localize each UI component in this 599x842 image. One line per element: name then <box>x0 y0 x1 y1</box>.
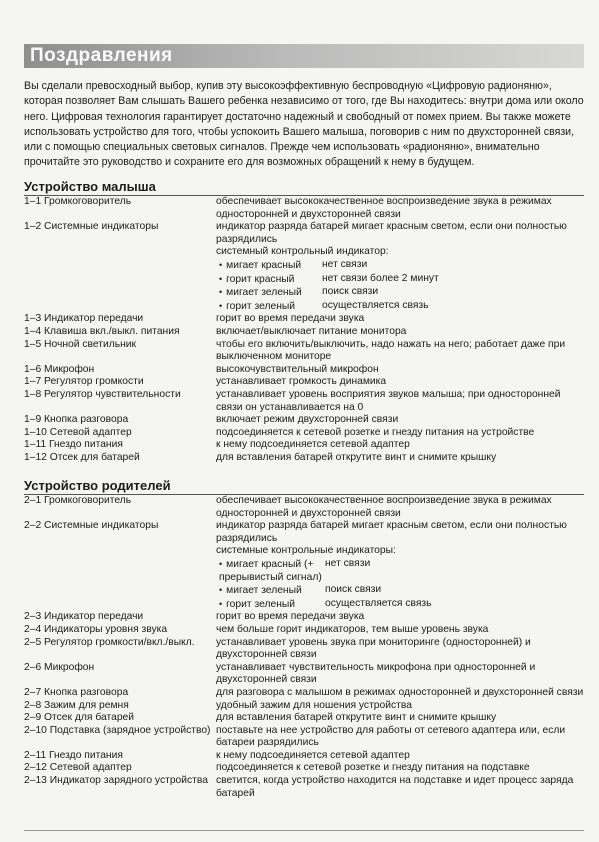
list-item <box>24 439 584 452</box>
list-item <box>24 326 584 339</box>
bottom-divider <box>24 830 584 831</box>
list-item <box>24 427 584 440</box>
item-description-text: устанавливает чувствительность микрофона при односторонней и двухсторонней связи <box>216 661 536 686</box>
item-description <box>216 389 584 414</box>
item-label: 1–8 Регулятор чувствительности <box>24 388 181 400</box>
indicator-state: • мигает красный (+ прерывистый сигнал) <box>219 558 325 584</box>
item-label: 2–2 Системные индикаторы <box>24 520 159 532</box>
indicator-row <box>219 273 584 287</box>
item-description <box>216 495 584 520</box>
item-description-text: удобный зажим для ношения устройства <box>216 699 412 711</box>
item-label: 1–7 Регулятор громкости <box>24 376 144 388</box>
item-description <box>216 775 584 800</box>
item-label: 2–1 Громкоговоритель <box>24 495 132 506</box>
indicator-meaning: нет связи <box>322 258 368 270</box>
item-description-text: для разговора с малышом в режимах односторонней и двухсторонней связи <box>216 686 584 698</box>
list-item <box>24 452 584 465</box>
baby-unit-heading: Устройство малыша <box>24 179 584 196</box>
indicator-state: • мигает зеленый <box>219 286 322 300</box>
item-description-text: подсоединяется к сетевой розетке и гнезду питания на подставке <box>216 762 530 774</box>
item-description <box>216 712 584 725</box>
item-description-text: чтобы его включить/выключить, надо нажать на него; работает даже при выключенном мониторе <box>216 338 566 363</box>
list-item <box>24 700 584 713</box>
list-item <box>24 611 584 624</box>
indicator-row <box>219 598 584 612</box>
item-description <box>216 427 584 440</box>
item-description-text: для вставления батарей открутите винт и снимите крышку <box>216 451 497 463</box>
item-description-text: к нему подсоединяется сетевой адаптер <box>216 439 410 451</box>
indicator-meaning: поиск связи <box>325 584 382 596</box>
item-description <box>216 624 584 637</box>
item-description-text: для вставления батарей открутите винт и снимите крышку <box>216 712 497 724</box>
list-item <box>24 687 584 700</box>
item-description-text: индикатор разряда батарей мигает красным светом, если они полностью разрядились <box>216 221 567 245</box>
item-label: 2–5 Регулятор громкости/вкл./выкл. <box>24 636 195 648</box>
indicator-meaning: осуществляется связь <box>322 299 429 311</box>
item-label: 1–3 Индикатор передачи <box>24 313 144 325</box>
item-label: 2–3 Индикатор передачи <box>24 611 144 623</box>
item-description-text: светится, когда устройство находится на подставке и идет процесс заряда батарей <box>216 775 574 799</box>
item-description <box>216 364 584 377</box>
item-label: 1–1 Громкоговоритель <box>24 196 132 207</box>
indicator-meaning: осуществляется связь <box>325 597 432 609</box>
item-description-text: чем больше горит индикаторов, тем выше уровень звука <box>216 623 489 635</box>
list-item <box>24 313 584 326</box>
item-description <box>216 520 584 611</box>
list-item <box>24 364 584 377</box>
list-item <box>24 221 584 313</box>
item-description <box>216 414 584 427</box>
item-description-text: горит во время передачи звука <box>216 313 365 325</box>
item-description-text: к нему подсоединяется сетевой адаптер <box>216 749 410 761</box>
item-description <box>216 339 584 364</box>
parent-unit-heading: Устройство родителей <box>24 478 584 495</box>
item-label: 2–8 Зажим для ремня <box>24 699 129 711</box>
item-label: 2–4 Индикаторы уровня звука <box>24 623 168 635</box>
intro-paragraph: Вы сделали превосходный выбор, купив эту высокоэффективную беспроводную «Цифровую радионяню», которая позволяет Вам слышать Вашего ребенка независимо от того, где Вы находитесь: внутри дома или около него. Цифровая технология гарантирует достаточно надежный и свободный от помех прием. Вы также можете использовать устройство для того, чтобы успокоить Вашего малыша, поговорив с ним по двухсторонней связи, или с помощью специальных световых сигналов. Прежде чем использовать «радионяню», внимательно прочитайте это руководство и сохраните его для возможных обращений к нему в будущем. <box>24 80 584 169</box>
item-description <box>216 611 584 624</box>
indicator-meaning: нет связи <box>325 557 371 569</box>
item-description-text: включает/выключает питание монитора <box>216 325 407 337</box>
indicator-state: • горит красный <box>219 273 322 287</box>
item-label: 2–7 Кнопка разговора <box>24 686 129 698</box>
list-item <box>24 775 584 800</box>
item-label: 1–4 Клавиша вкл./выкл. питания <box>24 325 180 337</box>
list-item <box>24 637 584 662</box>
item-description <box>216 687 584 700</box>
indicator-state: • мигает зеленый <box>219 584 325 598</box>
item-description-text: поставьте на нее устройство для работы от сетевого адаптера или, если батареи разрядились <box>216 724 566 749</box>
item-description <box>216 762 584 775</box>
indicator-row <box>219 558 584 584</box>
item-label: 2–11 Гнездо питания <box>24 749 123 761</box>
item-description-text: подсоединяется к сетевой розетке и гнезду питания на устройстве <box>216 426 535 438</box>
list-item <box>24 414 584 427</box>
item-label: 1–10 Сетевой адаптер <box>24 426 132 438</box>
item-description <box>216 452 584 465</box>
title-banner <box>24 44 584 68</box>
item-description <box>216 725 584 750</box>
item-description <box>216 662 584 687</box>
list-item <box>24 196 584 221</box>
list-item <box>24 762 584 775</box>
item-label: 2–13 Индикатор зарядного устройства <box>24 775 208 787</box>
item-description-text: горит во время передачи звука <box>216 611 365 623</box>
item-label: 1–12 Отсек для батарей <box>24 451 140 463</box>
list-item <box>24 520 584 611</box>
indicator-row <box>219 286 584 300</box>
indicators-caption: системные контрольные индикаторы: <box>216 545 396 557</box>
list-item <box>24 624 584 637</box>
item-description-text: высокочувствительный микрофон <box>216 363 379 375</box>
item-label: 2–12 Сетевой адаптер <box>24 762 132 774</box>
item-description <box>216 196 584 221</box>
item-label: 2–10 Подставка (зарядное устройство) <box>24 724 211 736</box>
list-item <box>24 389 584 414</box>
item-label: 1–6 Микрофон <box>24 363 95 375</box>
indicators-caption: системный контрольный индикатор: <box>216 246 389 258</box>
indicator-state: • горит зеленый <box>219 300 322 314</box>
page-title: Поздравления <box>30 45 173 66</box>
item-description <box>216 637 584 662</box>
item-label: 1–2 Системные индикаторы <box>24 221 159 233</box>
list-item <box>24 725 584 750</box>
item-description <box>216 700 584 713</box>
item-description <box>216 313 584 326</box>
item-description-text: устанавливает уровень звука при мониторинге (односторонней) и двухсторонней связи <box>216 636 531 661</box>
item-description <box>216 750 584 763</box>
item-description-text: устанавливает уровень восприятия звуков малыша; при односторонней связи он устанавливается на 0 <box>216 388 561 413</box>
list-item <box>24 712 584 725</box>
item-label: 2–9 Отсек для батарей <box>24 712 135 724</box>
item-description <box>216 439 584 452</box>
list-item <box>24 495 584 520</box>
item-label: 1–9 Кнопка разговора <box>24 414 129 426</box>
indicator-row <box>219 300 584 314</box>
indicator-state: • горит зеленый <box>219 598 325 612</box>
item-description-text: обеспечивает высококачественное воспроизведение звука в режимах односторонней и двухсторонней связи <box>216 495 552 519</box>
item-description-text: устанавливает громкость динамика <box>216 376 387 388</box>
parent-unit-list <box>24 495 584 800</box>
item-description <box>216 326 584 339</box>
item-description-text: индикатор разряда батарей мигает красным светом, если они полностью разрядились <box>216 520 567 544</box>
indicator-row <box>219 259 584 273</box>
list-item <box>24 339 584 364</box>
list-item <box>24 376 584 389</box>
indicator-meaning: нет связи более 2 минут <box>322 272 439 284</box>
baby-unit-list <box>24 196 584 464</box>
item-description <box>216 376 584 389</box>
list-item <box>24 750 584 763</box>
list-item <box>24 662 584 687</box>
item-label: 2–6 Микрофон <box>24 661 95 673</box>
indicator-row <box>219 584 584 598</box>
item-description <box>216 221 584 313</box>
item-description-text: включает режим двухсторонней связи <box>216 414 399 426</box>
item-label: 1–5 Ночной светильник <box>24 338 137 350</box>
indicator-meaning: поиск связи <box>322 286 379 298</box>
item-description-text: обеспечивает высококачественное воспроизведение звука в режимах односторонней и двухсторонней связи <box>216 196 552 220</box>
indicator-state: • мигает красный <box>219 259 322 273</box>
item-label: 1–11 Гнездо питания <box>24 439 123 451</box>
